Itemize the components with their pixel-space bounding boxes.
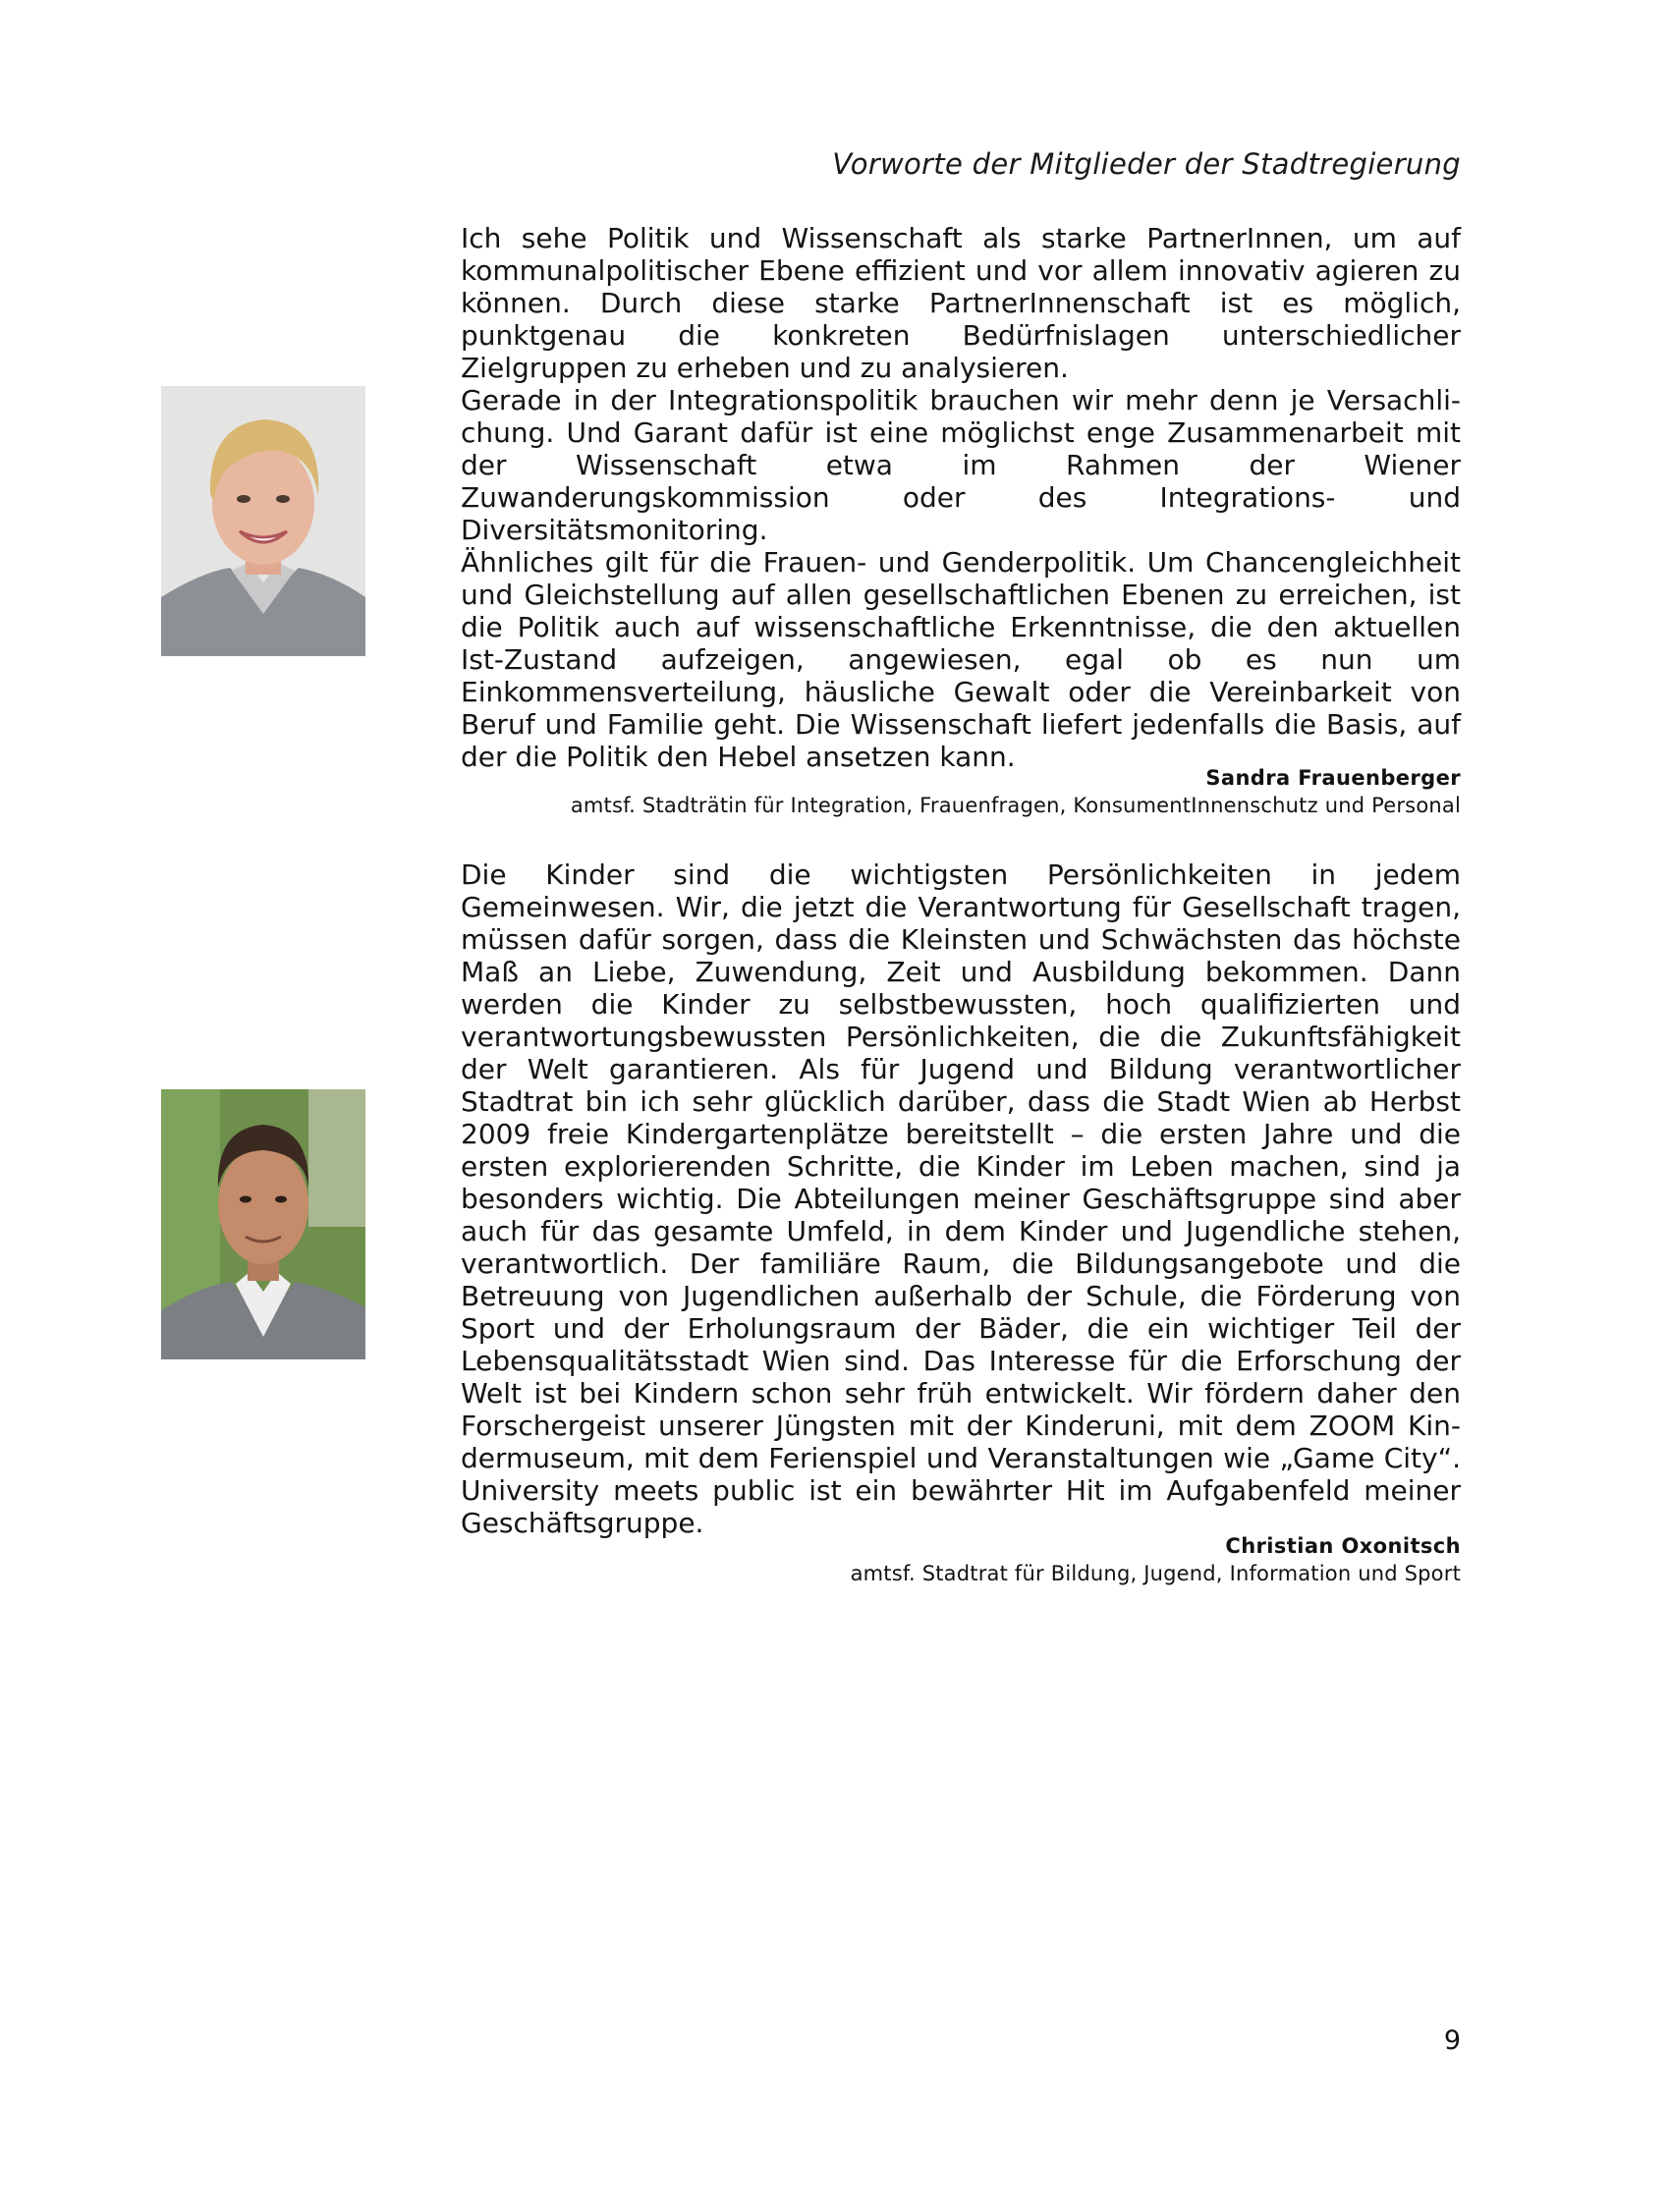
signature-block-1 xyxy=(571,764,1461,819)
signature-name: Christian Oxonitsch xyxy=(1225,1534,1461,1558)
paragraph: Gerade in der Integrationspolitik brauchen wir mehr denn je Versachlichung. Und Garant dafür ist eine möglichst enge Zusammenarbeit mit der Wissenschaft etwa im Rahmen der Wiener Zuwanderungskommission oder des Integrations- und Diversitätsmonitoring. xyxy=(461,384,1461,546)
portrait-christian-oxonitsch xyxy=(161,1089,365,1359)
paragraph: Die Kinder sind die wichtigsten Persönlichkeiten in jedem Gemeinwesen. Wir, die jetzt die Verantwortung für Gesellschaft tragen, müssen dafür sorgen, dass die Kleinsten und Schwächsten das höchste Maß an Liebe, Zuwendung, Zeit und Ausbildung bekommen. Dann werden die Kinder zu selbstbewussten, hoch qualifizierten und verantwortungsbewussten Persönlichkeiten, die die Zukunftsfähigkeit der Welt garantieren. Als für Jugend und Bildung verantwortlicher Stadtrat bin ich sehr glücklich darüber, dass die Stadt Wien ab Herbst 2009 freie Kindergartenplätze bereitstellt – die ersten Jahre und die ersten explorierenden Schritte, die Kinder im Leben machen, sind ja besonders wichtig. Die Abteilungen meiner Geschäftsgruppe sind aber auch für das gesamte Umfeld, in dem Kinder und Jugendliche stehen, verantwortlich. Der familiäre Raum, die Bildungsangebote und die Betreuung von Jugendlichen außerhalb der Schule, die Förderung von Sport und der Erholungsraum der Bäder, die ein wichtiger Teil der Lebensqualitätsstadt Wien sind. Das Interesse für die Erforschung der Welt ist bei Kindern schon sehr früh entwickelt. Wir fördern daher den Forschergeist unserer Jüngsten mit der Kinderuni, mit dem ZOOM Kindermuseum, mit dem Ferienspiel und Veranstaltungen wie „Game City“. University meets public ist ein bewährter Hit im Aufgabenfeld meiner Geschäftsgruppe. xyxy=(461,858,1461,1539)
paragraph: Ich sehe Politik und Wissenschaft als starke PartnerInnen, um auf kommunalpolitischer Ebene effizient und vor allem innovativ agieren zu können. Durch diese starke PartnerInnenschaft ist es möglich, punktgenau die konkreten Bedürfnislagen unterschiedlicher Zielgruppen zu erheben und zu analysieren. xyxy=(461,222,1461,384)
signature-name: Sandra Frauenberger xyxy=(1205,766,1461,790)
portrait-photo xyxy=(161,1089,365,1359)
portrait-photo xyxy=(161,386,365,656)
running-header: Vorworte der Mitglieder der Stadtregierung xyxy=(832,147,1461,181)
signature-role: amtsf. Stadträtin für Integration, Frauenfragen, KonsumentInnenschutz und Personal xyxy=(570,794,1461,817)
foreword-text-1 xyxy=(461,222,1461,773)
page-number: 9 xyxy=(1443,2025,1461,2056)
portrait-sandra-frauenberger xyxy=(161,386,365,656)
foreword-text-2 xyxy=(461,858,1461,1539)
paragraph: Ähnliches gilt für die Frauen- und Genderpolitik. Um Chancengleichheit und Gleichstellung auf allen gesellschaftlichen Ebenen zu erreichen, ist die Politik auch auf wissenschaftliche Erkenntnisse, die den aktuellen Ist-Zustand aufzeigen, angewiesen, egal ob es nun um Einkommensverteilung, häusliche Gewalt oder die Vereinbarkeit von Beruf und Familie geht. Die Wissenschaft liefert jedenfalls die Basis, auf der die Politik den Hebel ansetzen kann. xyxy=(461,546,1461,773)
signature-role: amtsf. Stadtrat für Bildung, Jugend, Information und Sport xyxy=(850,1562,1461,1585)
signature-block-2 xyxy=(851,1532,1461,1587)
